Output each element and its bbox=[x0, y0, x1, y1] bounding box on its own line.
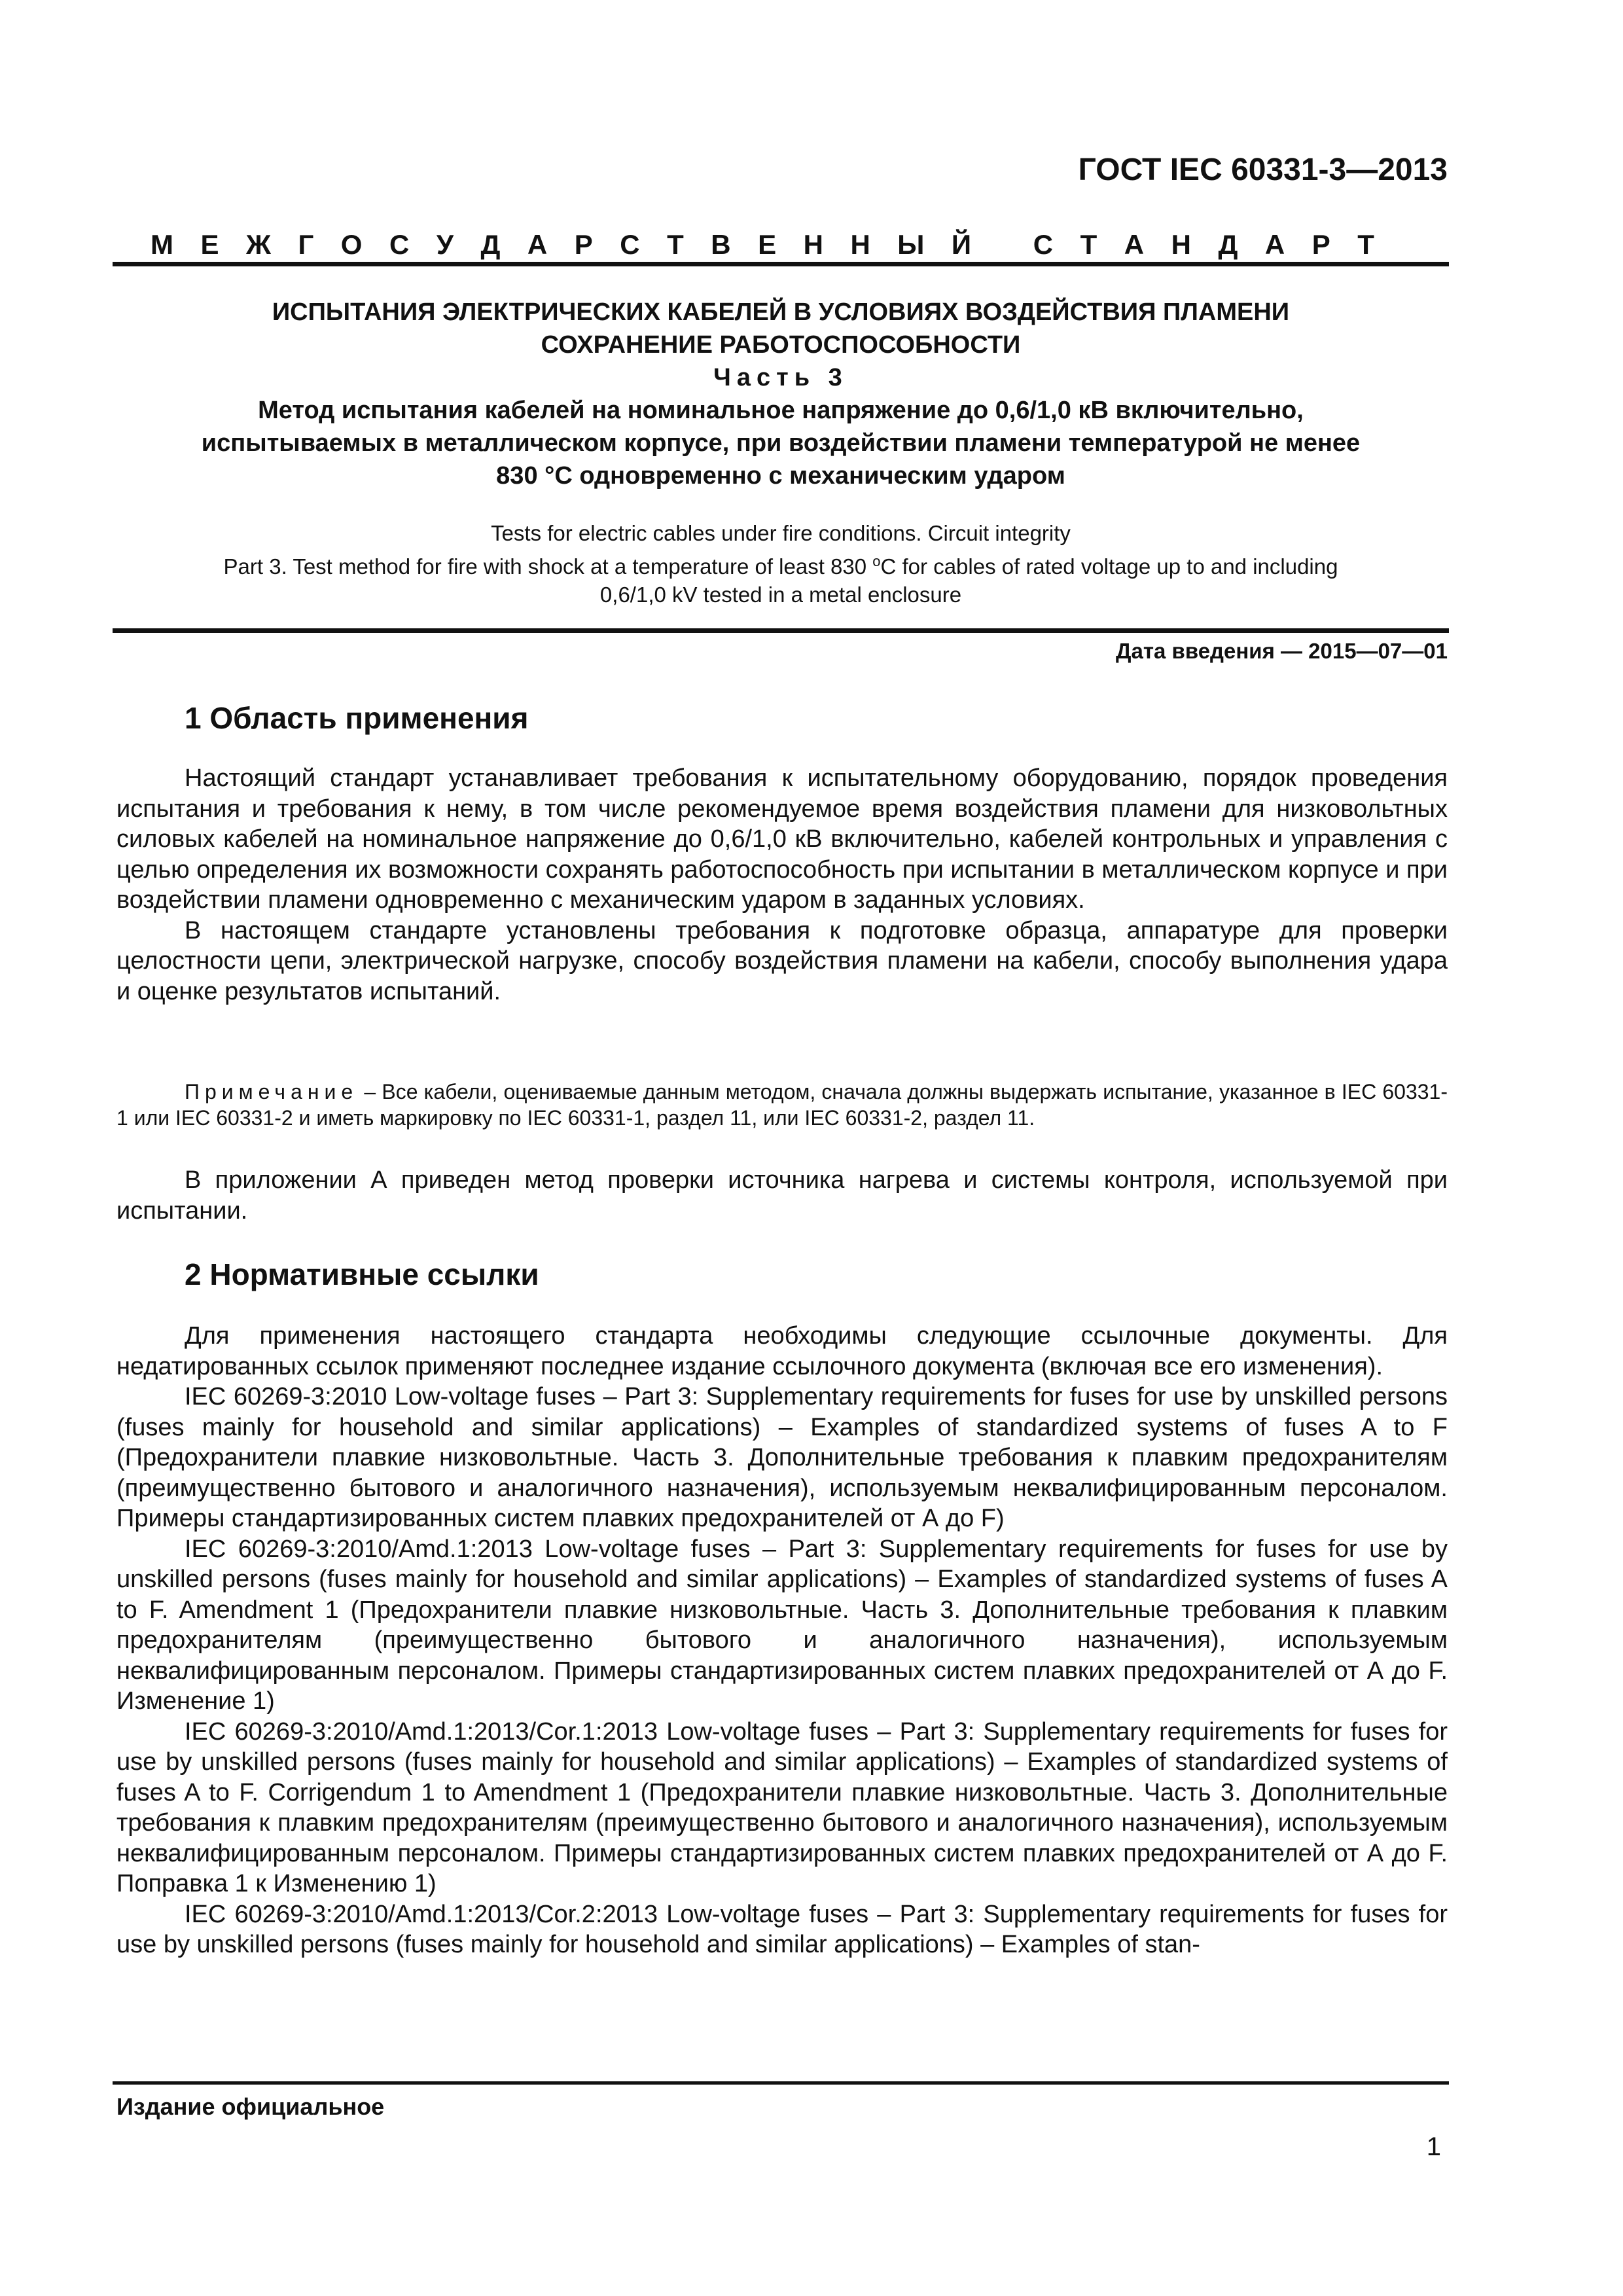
title-line-5: 830 °С одновременно с механическим ударом bbox=[496, 462, 1065, 490]
banner-letter: Р bbox=[574, 229, 593, 260]
banner-letter: Т bbox=[1357, 229, 1374, 260]
banner-letter: Д bbox=[1218, 229, 1238, 260]
banner-letter: Н bbox=[1171, 229, 1191, 260]
banner-letter: О bbox=[340, 229, 363, 260]
banner-letter: Т bbox=[1080, 229, 1097, 260]
title-line-3: Метод испытания кабелей на номинальное напряжение до 0,6/1,0 кВ включительно, bbox=[258, 397, 1304, 424]
english-title-line-3: 0,6/1,0 kV tested in a metal enclosure bbox=[599, 583, 962, 607]
section-1-paragraph-1: Настоящий стандарт устанавливает требования к испытательному оборудованию, порядок проведения испытания и требования к нему, в том числе рекомендуемое время воздействия пламени для низковольтных силовых кабелей на номинальное напряжение до 0,6/1,0 кВ включительно, кабелей контрольных и управления с целью определения их возможности сохранять работоспособность при испытании в металлическом корпусе и при воздействии пламени одновременно с механическим ударом в заданных условиях. bbox=[116, 764, 1448, 914]
note-label: Примечание bbox=[185, 1080, 359, 1103]
banner-letter: Й bbox=[951, 229, 972, 260]
note-text: – Все кабели, оцениваемые данным методом, сначала должны выдержать испытание, указанное в IEC 60331-1 или IEC 60331-2 и иметь маркировку по IEC 60331-1, раздел 11, или IEC 60331-2, раздел 11. bbox=[116, 1080, 1448, 1130]
banner-letter: А bbox=[1124, 229, 1145, 260]
title-block bbox=[113, 296, 1449, 492]
banner-letter: Е bbox=[758, 229, 777, 260]
title-line-4: испытываемых в металлическом корпусе, при воздействии пламени температурой не менее bbox=[201, 429, 1361, 457]
header-rule bbox=[113, 262, 1449, 266]
section-2-reference-4: IEC 60269-3:2010/Amd.1:2013/Cor.2:2013 Low-voltage fuses – Part 3: Supplementary requirements for fuses for use by unskilled persons (fuses mainly for household and similar applications) – Examples of stan- bbox=[116, 1900, 1448, 1958]
banner-letter: Г bbox=[298, 229, 314, 260]
title-line-1: ИСПЫТАНИЯ ЭЛЕКТРИЧЕСКИХ КАБЕЛЕЙ В УСЛОВИЯХ ВОЗДЕЙСТВИЯ ПЛАМЕНИ bbox=[272, 298, 1290, 326]
banner-letter: С bbox=[620, 229, 640, 260]
section-1-note bbox=[116, 1079, 1448, 1131]
section-2-paragraphs bbox=[116, 1321, 1448, 1960]
interstate-standard-banner bbox=[151, 229, 1374, 260]
banner-letter: С bbox=[1033, 229, 1054, 260]
banner-letter: Т bbox=[667, 229, 684, 260]
english-title-line-1: Tests for electric cables under fire conditions. Circuit integrity bbox=[491, 521, 1071, 545]
footer-rule bbox=[113, 2081, 1449, 2085]
section-2-paragraph-1: Для применения настоящего стандарта необходимы следующие ссылочные документы. Для недатированных ссылок применяют последнее издание ссылочного документа (включая все его изменения). bbox=[116, 1322, 1448, 1380]
title-part: Часть 3 bbox=[713, 364, 848, 391]
section-1-paragraphs bbox=[116, 763, 1448, 1007]
section-1-paragraph-3: В приложении А приведен метод проверки источника нагрева и системы контроля, используемой при испытании. bbox=[116, 1166, 1448, 1225]
section-1-paragraph-2: В настоящем стандарте установлены требования к подготовке образца, аппаратуре для проверки целостности цепи, электрической нагрузке, способу воздействия пламени на кабели, способу выполнения удара и оценке результатов испытаний. bbox=[116, 916, 1448, 1005]
banner-letter: Е bbox=[200, 229, 219, 260]
document-code: ГОСТ IEC 60331-3—2013 bbox=[1078, 152, 1448, 187]
english-title-block bbox=[113, 519, 1449, 609]
section-2-reference-2: IEC 60269-3:2010/Amd.1:2013 Low-voltage fuses – Part 3: Supplementary requirements for fuses for use by unskilled persons (fuses mainly for household and similar applications) – Examples of standardized systems of fuses A to F. Amendment 1 (Предохранители плавкие низковольтные. Часть 3. Дополнительные требования к плавким предохранителям (преимущественно бытового и аналогичного назначения), используемым неквалифицированным персоналом. Примеры стандартизированных систем плавких предохранителей от А до F. Изменение 1) bbox=[116, 1535, 1448, 1715]
banner-letter: Н bbox=[850, 229, 870, 260]
official-edition-label: Издание официальное bbox=[116, 2093, 385, 2120]
banner-letter: М bbox=[151, 229, 173, 260]
banner-letter: Д bbox=[480, 229, 501, 260]
introduction-date: Дата введения — 2015—07—01 bbox=[1116, 639, 1448, 663]
section-1-heading: 1 Область применения bbox=[185, 701, 529, 735]
section-2-heading: 2 Нормативные ссылки bbox=[185, 1257, 539, 1291]
banner-letter: А bbox=[527, 229, 548, 260]
title-rule bbox=[113, 628, 1449, 633]
section-2-reference-3: IEC 60269-3:2010/Amd.1:2013/Cor.1:2013 Low-voltage fuses – Part 3: Supplementary requirements for fuses for use by unskilled persons (fuses mainly for household and similar applications) – Examples of standardized systems of fuses A to F. Corrigendum 1 to Amendment 1 (Предохранители плавкие низковольтные. Часть 3. Дополнительные требования к плавким предохранителям (преимущественно бытового и аналогичного назначения), используемым неквалифицированным персоналом. Примеры стандартизированных систем плавких предохранителей от А до F. Поправка 1 к Изменению 1) bbox=[116, 1717, 1448, 1897]
banner-letter: С bbox=[389, 229, 410, 260]
banner-letter: В bbox=[711, 229, 731, 260]
page-number: 1 bbox=[1426, 2132, 1441, 2161]
title-line-2: СОХРАНЕНИЕ РАБОТОСПОСОБНОСТИ bbox=[541, 331, 1021, 359]
banner-letter: Р bbox=[1311, 229, 1330, 260]
section-1-paragraph-3-wrap bbox=[116, 1165, 1448, 1226]
banner-letter: У bbox=[436, 229, 454, 260]
banner-letter: Ы bbox=[897, 229, 925, 260]
banner-gap bbox=[999, 229, 1007, 260]
banner-letter: Н bbox=[803, 229, 823, 260]
english-title-line-2: Part 3. Test method for fire with shock at a temperature of least 830 $^o$C for cables of rated voltage up to and including bbox=[223, 553, 1338, 579]
banner-letter: Ж bbox=[246, 229, 271, 260]
banner-letter: А bbox=[1264, 229, 1285, 260]
section-2-reference-1: IEC 60269-3:2010 Low-voltage fuses – Part 3: Supplementary requirements for fuses for use by unskilled persons (fuses mainly for household and similar applications) – Examples of standardized systems of fuses A to F (Предохранители плавкие низковольтные. Часть 3. Дополнительные требования к плавким предохранителям (преимущественно бытового и аналогичного назначения), используемым неквалифицированным персоналом. Примеры стандартизированных систем плавких предохранителей от А до F) bbox=[116, 1383, 1448, 1532]
